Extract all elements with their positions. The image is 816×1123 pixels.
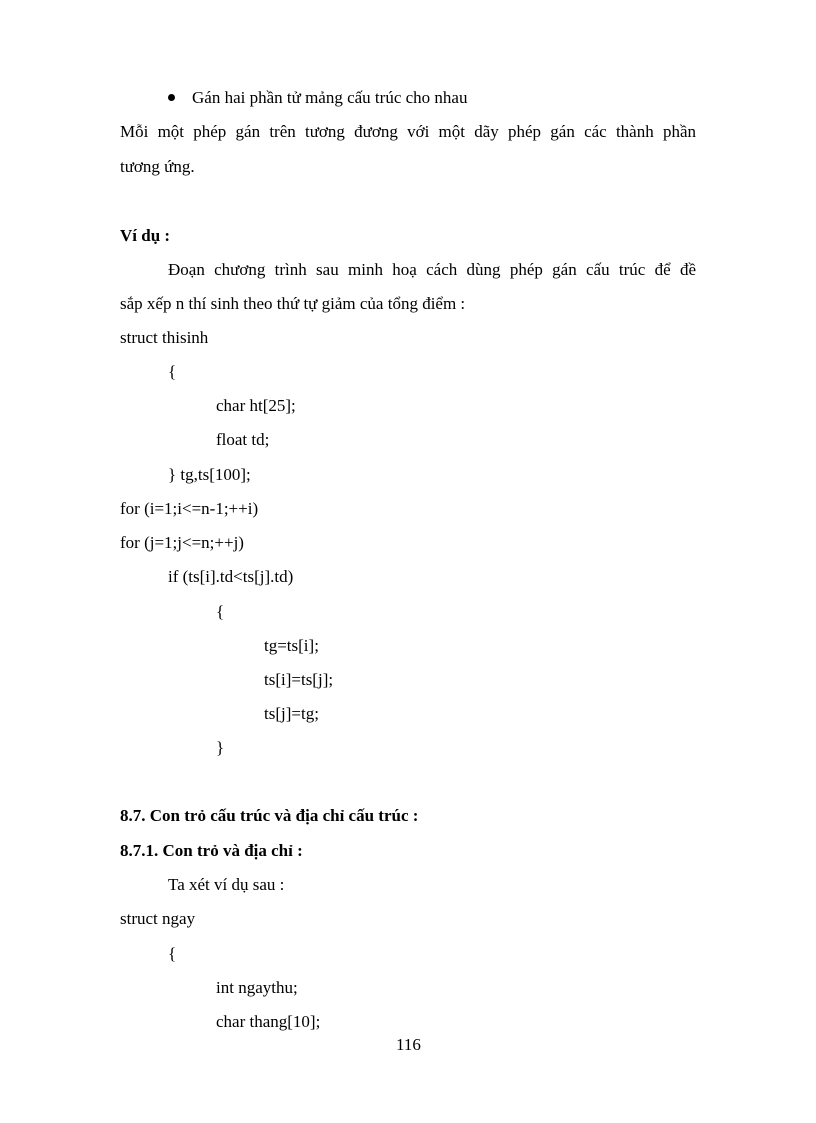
code-line: if (ts[i].td<ts[j].td) [168, 567, 294, 586]
code-line: { [216, 602, 225, 621]
code-line: char ht[25]; [216, 396, 296, 415]
page-number: 116 [396, 1035, 421, 1054]
example-heading: Ví dụ : [120, 226, 171, 245]
paragraph-line: Đoạn chương trình sau minh hoạ cách dùng phép gán cấu trúc để đề [168, 260, 696, 279]
code-line: { [168, 362, 177, 381]
bullet-icon [168, 94, 175, 101]
code-line: for (j=1;j<=n;++j) [120, 533, 244, 552]
code-line: struct ngay [120, 909, 196, 928]
paragraph-line: Mỗi một phép gán trên tương đương với một dãy phép gán các thành phần [120, 122, 696, 141]
paragraph-line: sắp xếp n thí sinh theo thứ tự giảm của tổng điểm : [120, 294, 466, 313]
code-line: ts[i]=ts[j]; [264, 670, 334, 689]
code-line: for (i=1;i<=n-1;++i) [120, 499, 259, 518]
code-line: tg=ts[i]; [264, 636, 319, 655]
code-line: char thang[10]; [216, 1012, 321, 1031]
code-line: int ngaythu; [216, 978, 298, 997]
code-line: } [216, 738, 225, 757]
section-heading: 8.7. Con trỏ cấu trúc và địa chỉ cấu trúc : [120, 806, 419, 825]
paragraph-line: tương ứng. [120, 157, 195, 176]
code-line: { [168, 944, 177, 963]
code-line: struct thisinh [120, 328, 209, 347]
subsection-heading: 8.7.1. Con trỏ và địa chỉ : [120, 841, 303, 860]
bullet-text: Gán hai phần tử mảng cấu trúc cho nhau [192, 88, 468, 107]
code-line: ts[j]=tg; [264, 704, 319, 723]
code-line: } tg,ts[100]; [168, 465, 251, 484]
intro-text: Ta xét ví dụ sau : [168, 875, 285, 894]
code-line: float td; [216, 430, 270, 449]
